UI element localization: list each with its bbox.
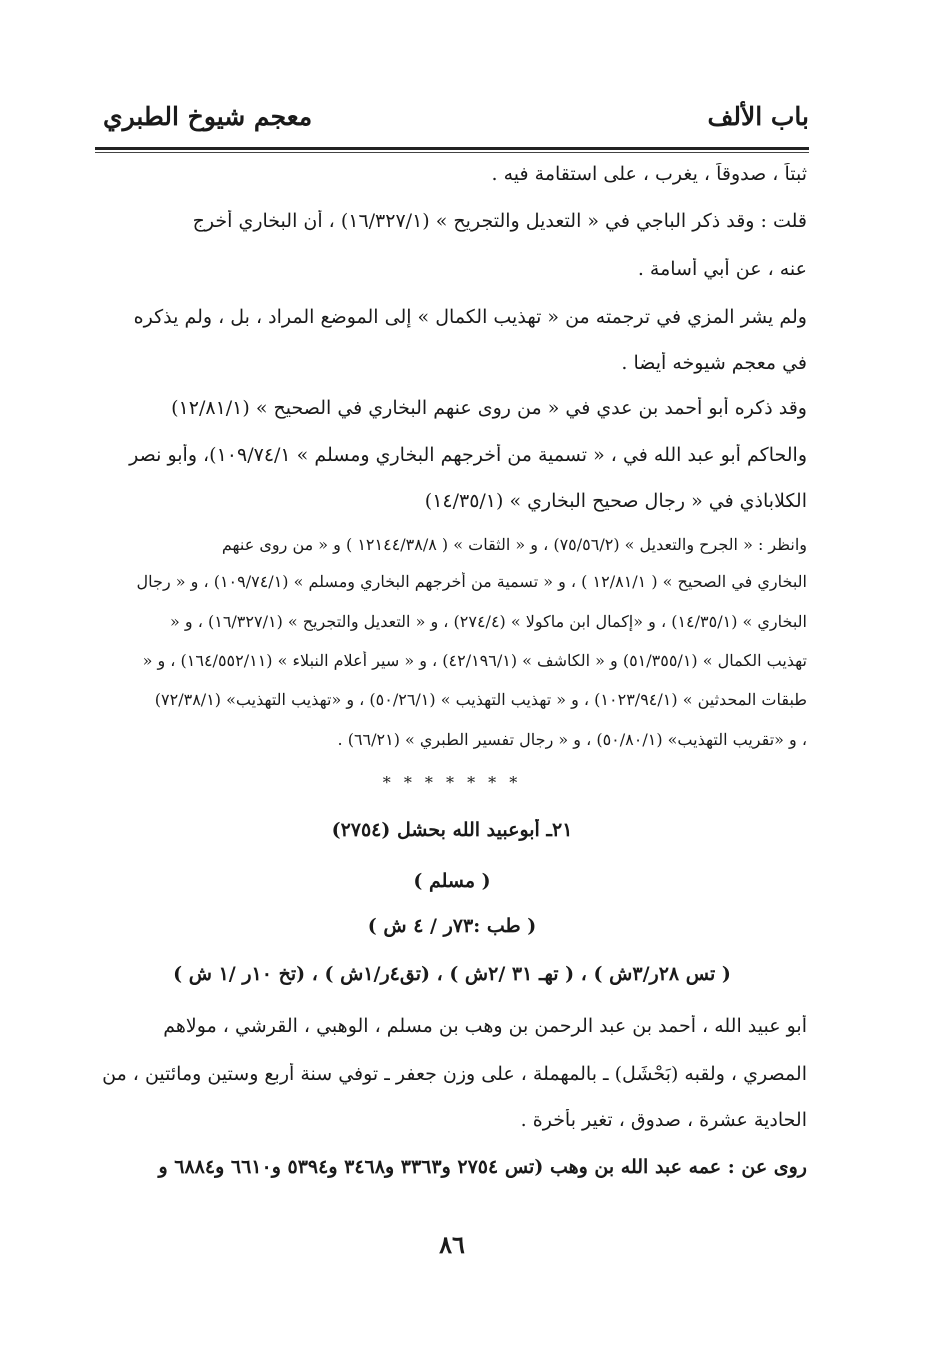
- text-line: قلت : وقد ذكر الباجي في « التعديل والتجريح » (١٦/٣٢٧/١) ، أن البخاري أخرج: [192, 210, 807, 232]
- text-line: عنه ، عن أبي أسامة .: [637, 258, 807, 280]
- narrated-from: روى عن : عمه عبد الله بن وهب (تس ٢٧٥٤ و٣٣٦٣ و٣٤٦٨ و٥٣٩٤ و٦٦١٠ و٦٨٨٤ و: [158, 1156, 807, 1178]
- header-rule-thin: [95, 152, 809, 153]
- bio-line: الحادية عشرة ، صدوق ، تغير بأخرة .: [520, 1109, 807, 1131]
- text-line: ولم يشر المزي في ترجمته من « تهذيب الكمال » إلى الموضع المراد ، بل ، ولم يذكره: [133, 306, 807, 328]
- bio-line: أبو عبيد الله ، أحمد بن عبد الرحمن بن وهب بن مسلم ، الوهبي ، القرشي ، مولاهم: [163, 1015, 807, 1037]
- entry-heading: ٢١ـ أبوعبيد الله بحشل (٢٧٥٤): [331, 819, 573, 841]
- running-header: [95, 102, 809, 142]
- reference-line: البخاري » (١٤/٣٥/١) ، و «إكمال ابن ماكولا » (٢٧٤/٤) ، و « التعديل والتجريح » (١٦/٣٢٧/١) ، و «: [170, 612, 807, 631]
- reference-line: وانظر : « الجرح والتعديل » (٧٥/٥٦/٢) ، و « الثقات » ( ١٢١٤٤/٣٨/٨ ) و « من روى عنهم: [221, 535, 807, 554]
- bio-line: المصري ، ولقبه (بَحْشَل) ـ بالمهملة ، على وزن جعفر ـ توفي سنة أربع وستين ومائتين ، من: [102, 1063, 807, 1085]
- text-line: في معجم شيوخه أيضا .: [621, 352, 807, 374]
- page-number: ٨٦: [439, 1230, 465, 1259]
- text-line: الكلاباذي في « رجال صحيح البخاري » (١٤/٣٥/١): [424, 490, 807, 512]
- text-line: والحاكم أبو عبد الله في ، « تسمية من أخرجهم البخاري ومسلم » ١٠٩/٧٤/١)، وأبو نصر: [129, 444, 807, 466]
- reference-line: تهذيب الكمال » (٥١/٣٥٥/١) و « الكاشف » (٤٢/١٩٦/١) ، و « سير أعلام النبلاء » (١٦٤/٥٥٢/١١) ، و «: [142, 651, 807, 670]
- text-line: وقد ذكره أبو أحمد بن عدي في « من روى عنهم البخاري في الصحيح » (١٢/٨١/١): [171, 397, 807, 419]
- reference-line: البخاري في الصحيح » ( ١٢/٨١/١ ) ، و « تسمية من أخرجهم البخاري ومسلم » (١٠٩/٧٤/١) ، و « رجال: [136, 572, 807, 591]
- chapter-title: باب الألف: [707, 102, 809, 131]
- reference-line: ، و «تقريب التهذيب» (٥٠/٨٠/١) ، و « رجال تفسير الطبري » (٦٦/٢١) .: [337, 730, 807, 749]
- entry-grade: ( مسلم ): [413, 870, 491, 892]
- source-references: ( تس ٢٨ر/٣ش ) ، ( تهـ ٣١ /٢ش ) ، (تق٤ر/١ش ) ، (تخ ١٠ر /١ ش ): [173, 963, 731, 985]
- header-rule: [95, 147, 809, 150]
- section-separator: * * * * * * *: [382, 773, 522, 792]
- book-title: معجم شيوخ الطبري: [103, 102, 313, 131]
- tabari-reference: ( طب :٧٣ر / ٤ ش ): [367, 915, 537, 937]
- text-line: ثبتاً ، صدوقاً ، يغرب ، على استقامة فيه .: [491, 163, 807, 185]
- reference-line: طبقات المحدثين » (١٠٢٣/٩٤/١) ، و « تهذيب التهذيب » (٥٠/٢٦/١) ، و «تهذيب التهذيب» (٧٢/٣٨/١): [154, 690, 807, 709]
